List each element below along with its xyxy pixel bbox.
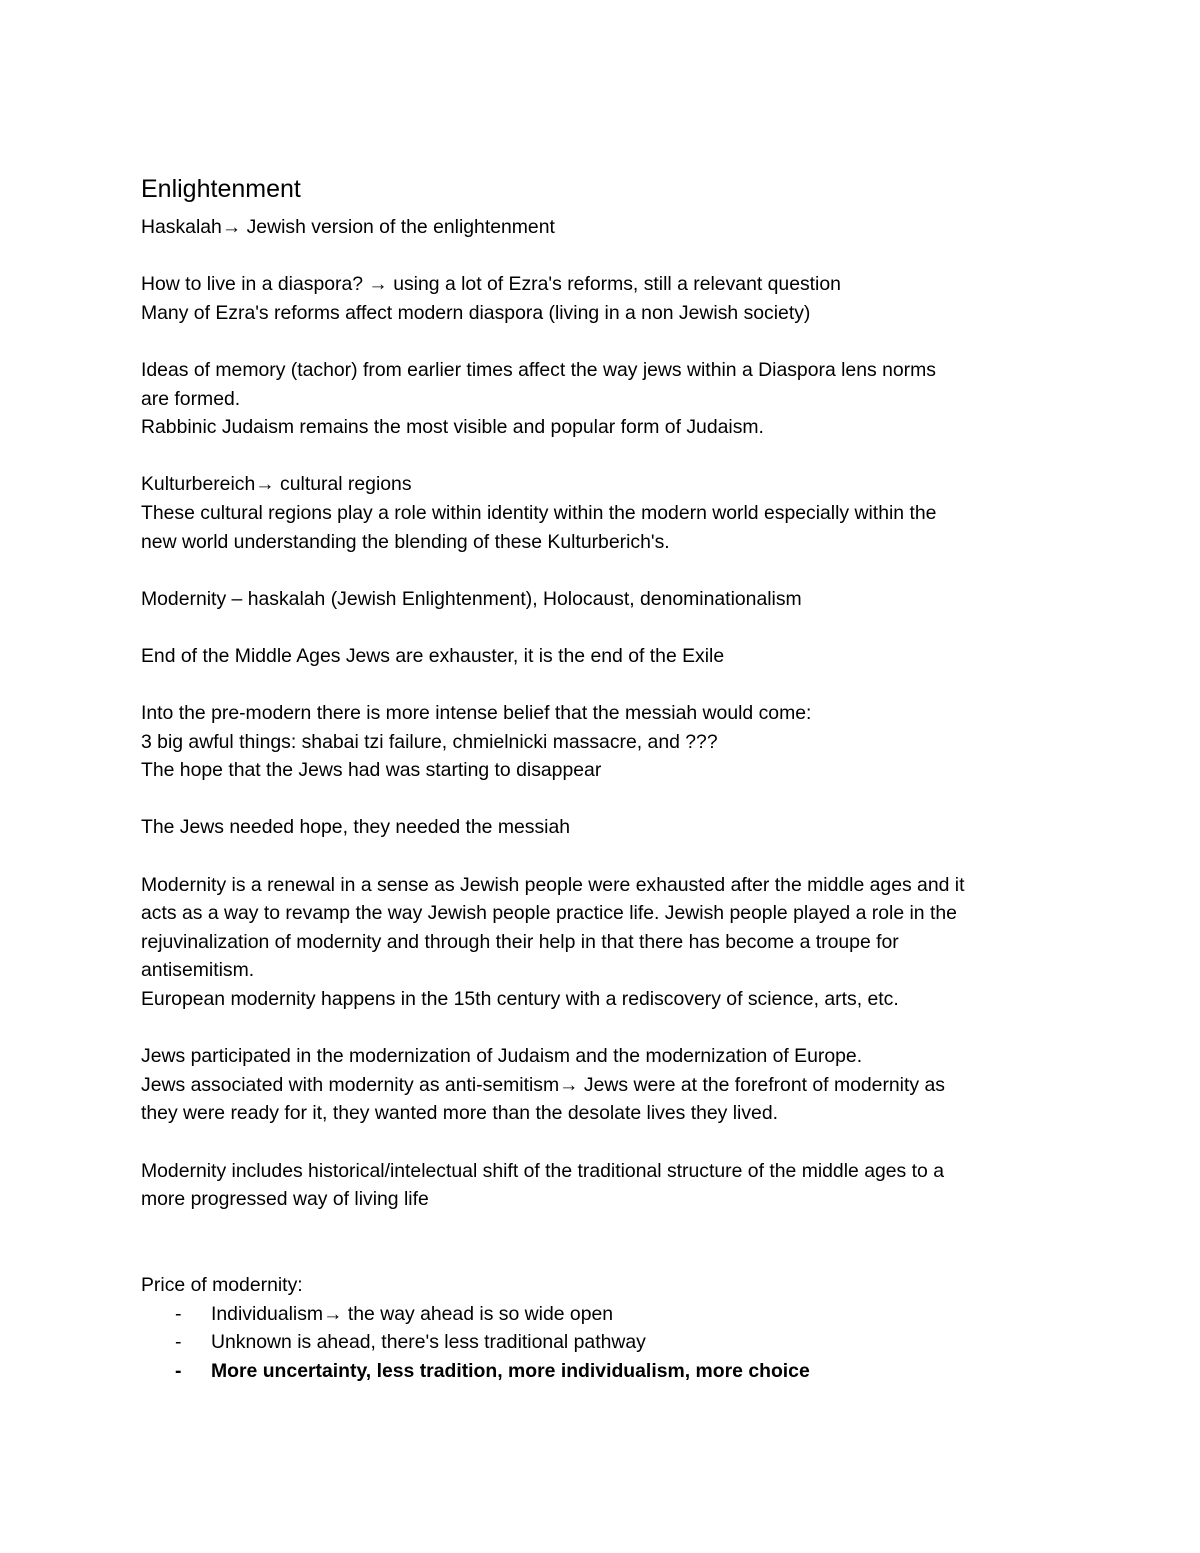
paragraph-line: Modernity is a renewal in a sense as Jewish people were exhausted after the middle ages and it [141,873,965,896]
document-title: Enlightenment [141,175,301,203]
paragraph-line: How to live in a diaspora? → using a lot of Ezra's reforms, still a relevant question [141,273,841,296]
list-bullet: - [175,1359,182,1382]
paragraph-line: Jews associated with modernity as anti-semitism→ Jews were at the forefront of modernity as [141,1073,945,1096]
list-item [141,1300,1071,1329]
paragraph-line: antisemitism. [141,959,255,982]
paragraph-line: Haskalah→ Jewish version of the enlightenment [141,216,555,238]
paragraph-line: rejuvinalization of modernity and through their help in that there has become a troupe for [141,930,899,953]
paragraph-line: Price of modernity: [141,1273,303,1296]
paragraph-line: Into the pre-modern there is more intense belief that the messiah would come: [141,702,812,725]
paragraph-line: Kulturbereich→ cultural regions [141,473,412,496]
paragraph-line: are formed. [141,387,241,410]
list-bullet: - [175,1302,182,1325]
paragraph-line: acts as a way to revamp the way Jewish people practice life. Jewish people played a role in the [141,902,957,925]
blank-line [141,671,1071,700]
list-bullet: - [175,1331,182,1354]
blank-line [141,842,1071,871]
blank-line [141,1014,1071,1043]
document-page [141,172,1071,1385]
blank-line [141,442,1071,471]
paragraph-line: Many of Ezra's reforms affect modern diaspora (living in a non Jewish society) [141,301,811,324]
paragraph-line: Ideas of memory (tachor) from earlier times affect the way jews within a Diaspora lens norms [141,358,936,381]
list-item-text: Individualism→ the way ahead is so wide open [211,1302,614,1325]
blank-line [141,1214,1071,1243]
list-item [141,1328,1071,1357]
blank-line [141,556,1071,585]
blank-line [141,242,1071,271]
list-item [141,1357,1071,1386]
paragraph-line: The hope that the Jews had was starting to disappear [141,759,602,782]
blank-line [141,785,1071,814]
paragraph-line: more progressed way of living life [141,1188,429,1211]
paragraph-line: These cultural regions play a role within identity within the modern world especially within the [141,501,937,524]
paragraph-line: Jews participated in the modernization of Judaism and the modernization of Europe. [141,1045,863,1068]
list-item-text: Unknown is ahead, there's less traditional pathway [211,1331,646,1354]
paragraph-line: End of the Middle Ages Jews are exhauster, it is the end of the Exile [141,644,725,667]
list-item-text: More uncertainty, less tradition, more individualism, more choice [211,1359,810,1382]
blank-line [141,613,1071,642]
paragraph-line: Modernity – haskalah (Jewish Enlightenment), Holocaust, denominationalism [141,587,802,610]
document-body [141,213,1071,1300]
price-of-modernity-list [141,1300,1071,1386]
paragraph-line: European modernity happens in the 15th century with a rediscovery of science, arts, etc. [141,988,899,1011]
blank-line [141,1128,1071,1157]
paragraph-line: 3 big awful things: shabai tzi failure, chmielnicki massacre, and ??? [141,730,718,753]
paragraph-line: Modernity includes historical/intelectual shift of the traditional structure of the middle ages to a [141,1159,944,1182]
paragraph-line: The Jews needed hope, they needed the messiah [141,816,571,839]
blank-line [141,1242,1071,1271]
blank-line [141,327,1071,356]
paragraph-line: Rabbinic Judaism remains the most visible and popular form of Judaism. [141,416,764,439]
paragraph-line: they were ready for it, they wanted more than the desolate lives they lived. [141,1102,779,1125]
paragraph-line: new world understanding the blending of these Kulturberich's. [141,530,670,553]
